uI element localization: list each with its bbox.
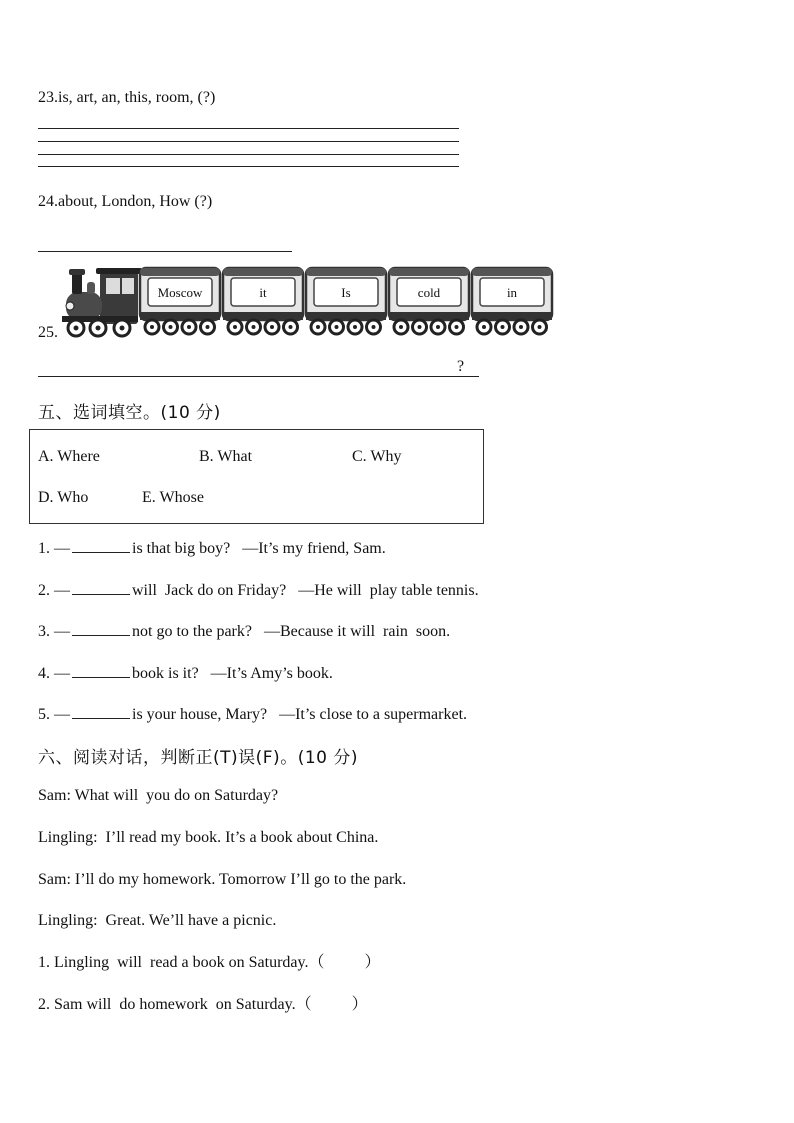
item-number: 4. —: [38, 665, 70, 682]
statement-1: [38, 953, 380, 973]
item-number: 3. —: [38, 623, 70, 640]
section-6-heading: 六、阅读对话，判断正(T)误(F)。(10 分): [38, 748, 358, 768]
train-car: [472, 268, 552, 334]
question-25-number: 25.: [38, 324, 58, 341]
dialogue-line: Lingling: Great. We’ll have a picnic.: [38, 912, 277, 929]
answer-line: [38, 128, 459, 129]
answer-bracket[interactable]: （ ）: [295, 996, 368, 1013]
item-text: book is it? —It’s Amy’s book.: [132, 665, 333, 682]
word-bank-box: [29, 429, 484, 524]
train-car-word: in: [506, 285, 518, 300]
question-23: 23.is, art, an, this, room, (?): [38, 89, 216, 106]
locomotive-icon: [62, 268, 142, 336]
answer-line: [38, 251, 292, 252]
train-car-word: Moscow: [157, 285, 203, 300]
fill-item-3: [38, 620, 450, 642]
item-number: 2. —: [38, 582, 70, 599]
option-why: C. Why: [352, 448, 402, 465]
train-car: [140, 268, 220, 334]
train-illustration: [60, 266, 560, 338]
blank-field[interactable]: [72, 620, 130, 636]
item-text: not go to the park? —Because it will rain soon.: [132, 623, 451, 640]
dialogue-line: Sam: I’ll do my homework. Tomorrow I’ll go to the park.: [38, 871, 407, 888]
item-number: 5. —: [38, 706, 70, 723]
blank-field[interactable]: [72, 537, 130, 553]
statement-text: 1. Lingling will read a book on Saturday.: [38, 954, 309, 971]
train-car-word: Is: [341, 285, 351, 300]
answer-line: [38, 154, 459, 155]
train-car-word: cold: [417, 285, 441, 300]
question-25-end-mark: ?: [457, 358, 465, 375]
item-number: 1. —: [38, 540, 70, 557]
answer-line: [38, 166, 459, 167]
statement-text: 2. Sam will do homework on Saturday.: [38, 996, 296, 1013]
option-where: A. Where: [38, 448, 100, 465]
train-car: [306, 268, 386, 334]
train-car: [389, 268, 469, 334]
dialogue-line: Sam: What will you do on Saturday?: [38, 787, 279, 804]
section-5-heading: 五、选词填空。(10 分): [38, 403, 221, 423]
dialogue-line: Lingling: I’ll read my book. It’s a book about China.: [38, 829, 379, 846]
fill-item-1: [38, 537, 386, 559]
blank-field[interactable]: [72, 703, 130, 719]
fill-item-4: [38, 662, 333, 684]
question-24: 24.about, London, How (?): [38, 193, 213, 210]
train-car: [223, 268, 303, 334]
item-text: is your house, Mary? —It’s close to a supermarket.: [132, 706, 468, 723]
item-text: is that big boy? —It’s my friend, Sam.: [132, 540, 386, 557]
fill-item-2: [38, 579, 479, 601]
answer-line: [38, 376, 479, 377]
item-text: will Jack do on Friday? —He will play table tennis.: [132, 582, 479, 599]
option-what: B. What: [199, 448, 253, 465]
blank-field[interactable]: [72, 662, 130, 678]
answer-line: [38, 141, 459, 142]
statement-2: [38, 995, 368, 1015]
answer-bracket[interactable]: （ ）: [308, 954, 381, 971]
option-who: D. Who: [38, 489, 89, 506]
fill-item-5: [38, 703, 467, 725]
option-whose: E. Whose: [142, 489, 204, 506]
train-car-word: it: [259, 285, 267, 300]
blank-field[interactable]: [72, 579, 130, 595]
